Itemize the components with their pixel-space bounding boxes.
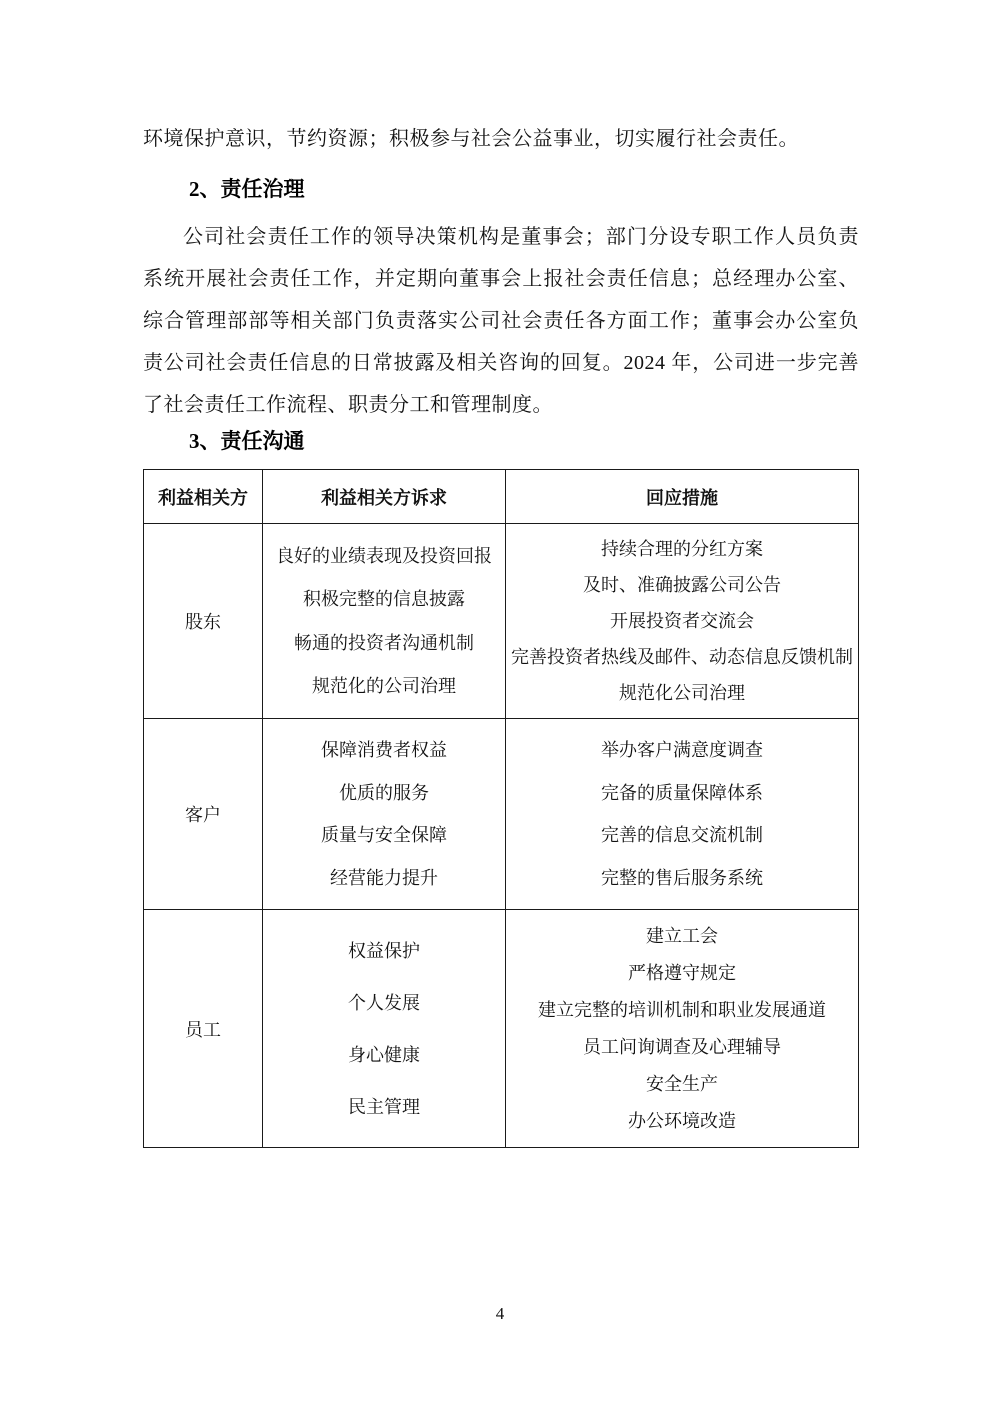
demand-item: 畅通的投资者沟通机制 <box>294 632 474 653</box>
stakeholder-table <box>143 469 859 1148</box>
response-item: 规范化公司治理 <box>619 683 745 704</box>
table-header-row <box>144 470 859 524</box>
response-item: 建立工会 <box>646 925 718 946</box>
responses-cell <box>506 524 859 719</box>
stakeholder-cell: 股东 <box>144 524 263 719</box>
page-number: 4 <box>495 1304 505 1323</box>
demands-cell <box>263 910 506 1148</box>
response-item: 安全生产 <box>646 1074 718 1095</box>
table-body <box>144 524 859 1148</box>
demand-item: 个人发展 <box>348 992 420 1013</box>
demand-item: 权益保护 <box>348 940 420 961</box>
response-item: 完善投资者热线及邮件、动态信息反馈机制 <box>511 647 853 668</box>
demand-item: 经营能力提升 <box>330 867 438 888</box>
response-item: 完善的信息交流机制 <box>601 825 763 846</box>
header-demands: 利益相关方诉求 <box>263 470 506 524</box>
demand-item: 身心健康 <box>348 1044 420 1065</box>
response-item: 举办客户满意度调查 <box>601 740 763 761</box>
demands-cell <box>263 524 506 719</box>
demand-item: 规范化的公司治理 <box>312 676 456 697</box>
demands-cell <box>263 719 506 910</box>
page-content <box>143 0 859 1148</box>
demand-item: 民主管理 <box>348 1096 420 1117</box>
intro-paragraph: 环境保护意识，节约资源；积极参与社会公益事业，切实履行社会责任。 <box>143 128 799 150</box>
header-stakeholder: 利益相关方 <box>144 470 263 524</box>
response-item: 员工问询调查及心理辅导 <box>583 1037 781 1058</box>
section-2-paragraph: 公司社会责任工作的领导决策机构是董事会；部门分设专职工作人员负责系统开展社会责任工作，并定期向董事会上报社会责任信息；总经理办公室、综合管理部部等相关部门负责落实公司社会责任各方面工作；董事会办公室负责公司社会责任信息的日常披露及相关咨询的回复。2024 年，公司进一步完善了社会责任工作流程、职责分工和管理制度。 <box>143 226 859 416</box>
response-item: 建立完整的培训机制和职业发展通道 <box>538 999 826 1020</box>
section-2-heading: 2、责任治理 <box>189 177 305 201</box>
table-row <box>144 524 859 719</box>
demand-item: 积极完整的信息披露 <box>303 589 465 610</box>
responses-cell <box>506 910 859 1148</box>
table-header <box>144 470 859 524</box>
response-item: 严格遵守规定 <box>628 962 736 983</box>
section-3-heading: 3、责任沟通 <box>189 429 305 453</box>
stakeholder-cell: 员工 <box>144 910 263 1148</box>
demand-item: 质量与安全保障 <box>321 825 447 846</box>
response-item: 及时、准确披露公司公告 <box>583 574 781 595</box>
stakeholder-cell: 客户 <box>144 719 263 910</box>
table-row <box>144 719 859 910</box>
table-row <box>144 910 859 1148</box>
response-item: 完整的售后服务系统 <box>601 867 763 888</box>
response-item: 办公环境改造 <box>628 1111 736 1132</box>
header-responses: 回应措施 <box>506 470 859 524</box>
response-item: 完备的质量保障体系 <box>601 782 763 803</box>
response-item: 开展投资者交流会 <box>610 610 754 631</box>
demand-item: 良好的业绩表现及投资回报 <box>276 545 492 566</box>
demand-item: 保障消费者权益 <box>321 740 447 761</box>
demand-item: 优质的服务 <box>339 782 429 803</box>
responses-cell <box>506 719 859 910</box>
response-item: 持续合理的分红方案 <box>601 538 763 559</box>
